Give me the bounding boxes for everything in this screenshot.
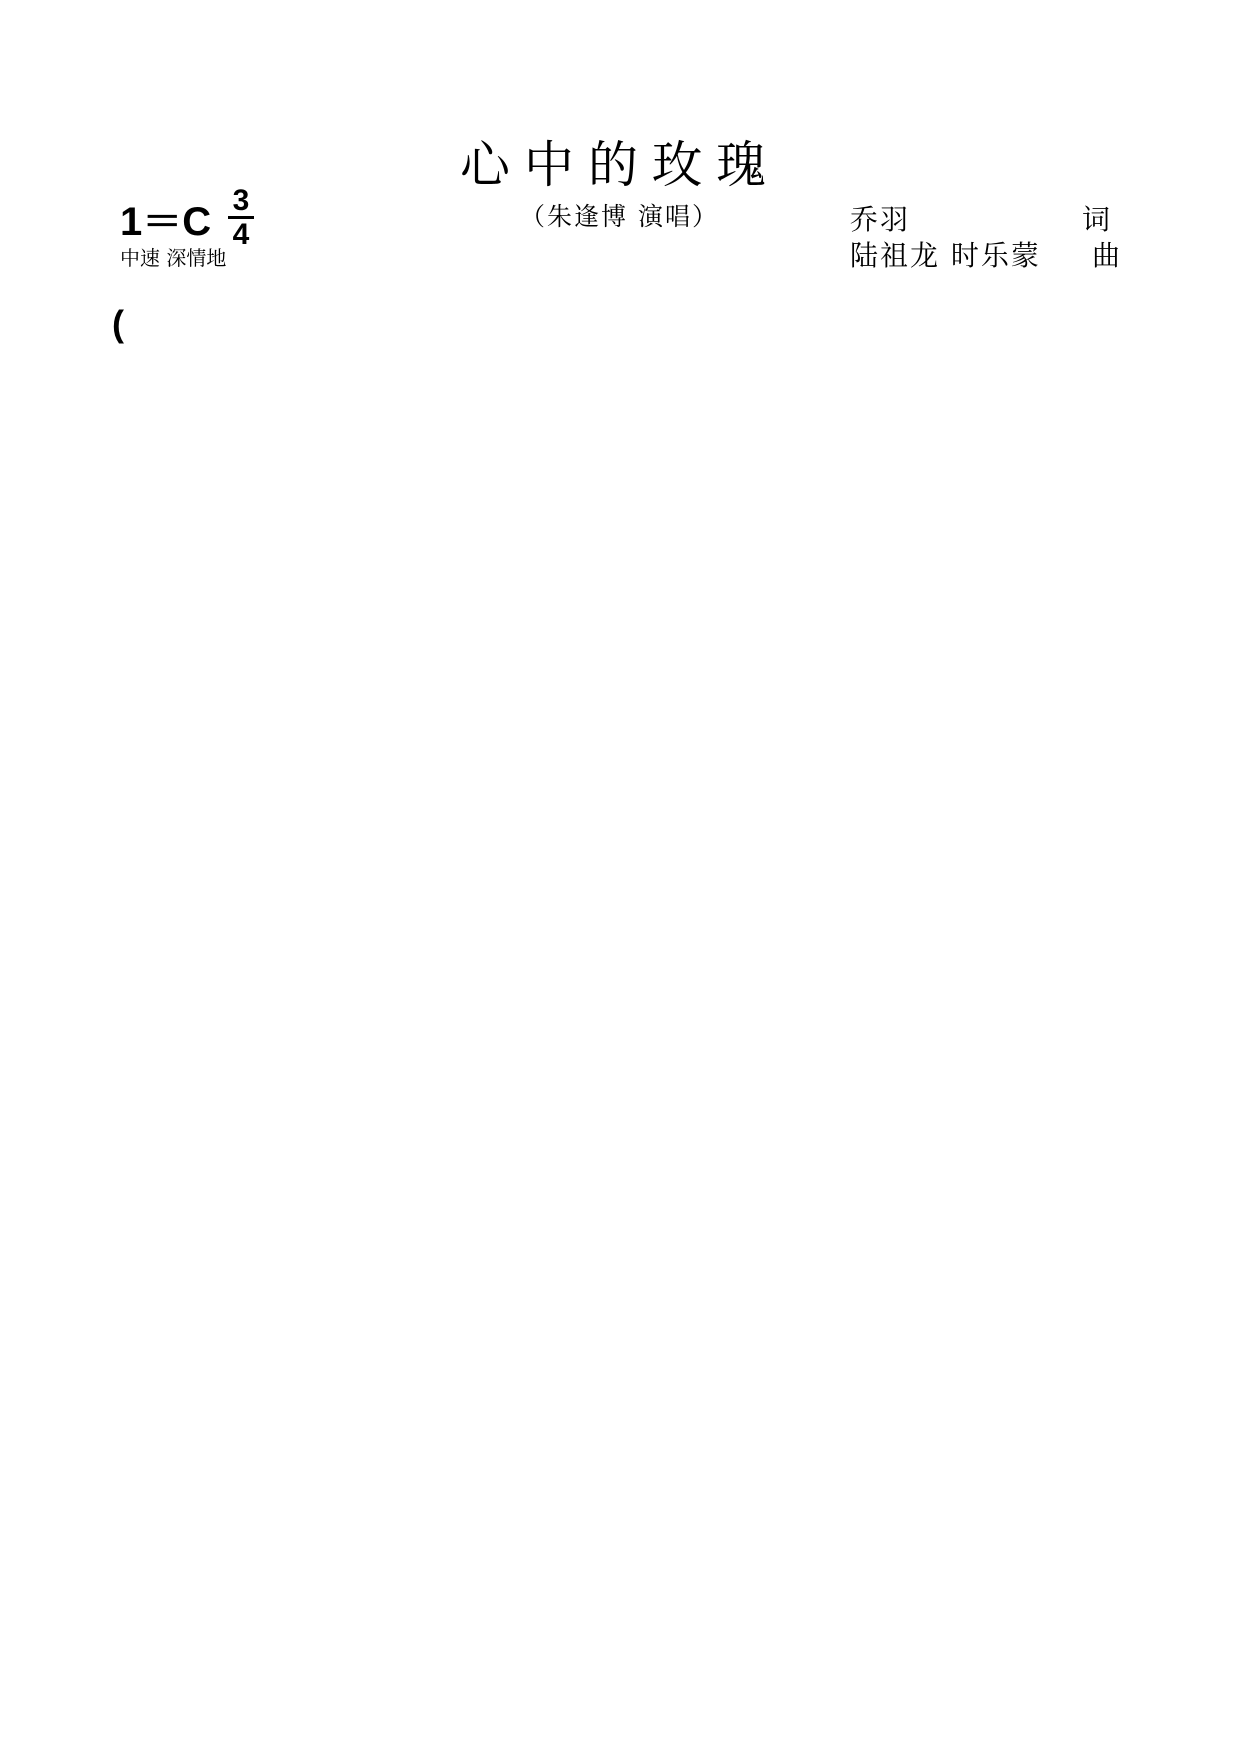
paren-open: ( [112, 303, 124, 344]
time-sig-bottom: 4 [232, 218, 250, 251]
time-sig-top: 3 [232, 184, 250, 217]
lyricist-name: 乔羽 [850, 203, 911, 236]
composer-role: 曲 [1092, 239, 1123, 272]
singer-credit: （朱逢博 演唱） [520, 202, 719, 231]
tempo-marking: 中速 深情地 [120, 246, 227, 270]
song-title: 心中的玫瑰 [460, 136, 780, 194]
lyricist-role: 词 [1082, 203, 1113, 236]
key-signature: 1＝C [120, 200, 212, 244]
composer-name: 陆祖龙 时乐蒙 [850, 239, 1041, 272]
